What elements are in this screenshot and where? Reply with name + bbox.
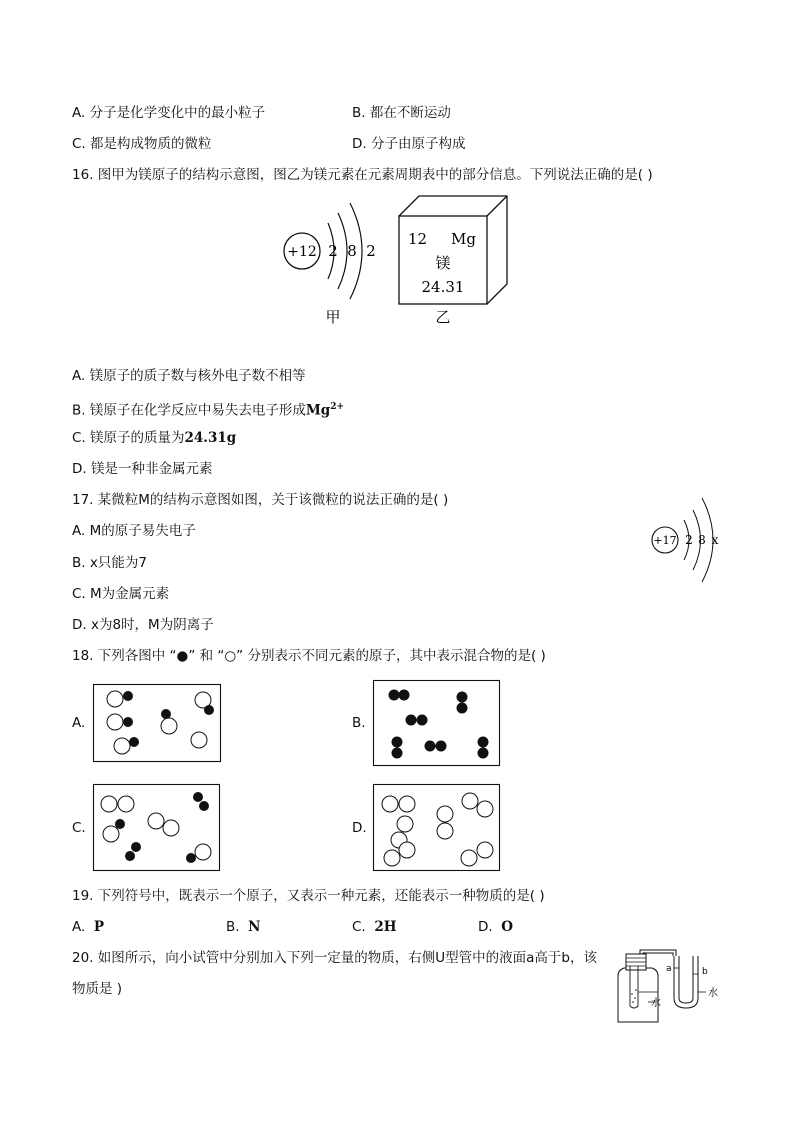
q18-diagram-c bbox=[93, 784, 221, 872]
q18-diagram-a bbox=[93, 684, 221, 762]
q19-option-a-label: A. bbox=[72, 919, 86, 935]
q20-stem-line2: 物质是 ) bbox=[72, 981, 123, 997]
q16-option-a: A. 镁原子的质子数与核外电子数不相等 bbox=[72, 368, 306, 384]
q19-option-c-value: 2H bbox=[374, 919, 397, 935]
m-nucleus-label: +17 bbox=[653, 534, 677, 547]
q16-option-c-text: C. 镁原子的质量为 bbox=[72, 430, 185, 446]
mg-mass-value: 24.31g bbox=[184, 430, 237, 446]
u-tube-label-a: a bbox=[666, 964, 672, 974]
q17-option-b: B. x只能为7 bbox=[72, 555, 147, 571]
q16-option-b-text: B. 镁原子在化学反应中易失去电子形成 bbox=[72, 402, 306, 419]
mg-periodic-table-cell bbox=[395, 192, 515, 327]
q15-option-d: D. 分子由原子构成 bbox=[352, 136, 466, 152]
element-number: 12 bbox=[408, 230, 428, 248]
q19-option-b bbox=[226, 918, 261, 936]
fig-yi-label: 乙 bbox=[435, 308, 451, 326]
q17-option-c: C. M为金属元素 bbox=[72, 586, 170, 602]
q19-option-d-label: D. bbox=[478, 919, 493, 935]
q16-option-c bbox=[72, 429, 236, 447]
particle-m-structure-diagram bbox=[650, 492, 730, 588]
q19-option-a-value: P bbox=[93, 919, 105, 935]
element-mass: 24.31 bbox=[421, 278, 465, 296]
m-shell-1: 2 bbox=[685, 533, 693, 547]
mg-shell-1: 2 bbox=[328, 242, 338, 260]
element-name: 镁 bbox=[435, 254, 451, 272]
q18-stem: 18. 下列各图中 “●” 和 “○” 分别表示不同元素的原子，其中表示混合物的是( ) bbox=[72, 648, 546, 664]
element-symbol: Mg bbox=[451, 230, 476, 248]
q18-label-c: C. bbox=[72, 820, 86, 836]
q16-stem: 16. 图甲为镁原子的结构示意图，图乙为镁元素在元素周期表中的部分信息。下列说法正确的是( ) bbox=[72, 167, 653, 183]
m-shell-3: x bbox=[711, 533, 719, 547]
q17-option-d: D. x为8时，M为阴离子 bbox=[72, 617, 214, 633]
mg-ion-formula: Mg bbox=[305, 402, 331, 419]
q16-option-b bbox=[72, 398, 344, 420]
q15-option-b: B. 都在不断运动 bbox=[352, 105, 451, 121]
q19-option-c bbox=[352, 918, 396, 936]
q19-stem: 19. 下列符号中，既表示一个原子，又表示一种元素，还能表示一种物质的是( ) bbox=[72, 888, 545, 904]
mg-ion-charge: 2+ bbox=[330, 402, 345, 412]
mg-shell-2: 8 bbox=[347, 242, 357, 260]
q20-stem-line1: 20. 如图所示，向小试管中分别加入下列一定量的物质，右侧U型管中的液面a高于b，该 bbox=[72, 950, 597, 966]
q19-option-a bbox=[72, 918, 104, 936]
q15-option-a: A. 分子是化学变化中的最小粒子 bbox=[72, 105, 266, 121]
q18-label-b: B. bbox=[352, 715, 366, 731]
q17-stem: 17. 某微粒M的结构示意图如图，关于该微粒的说法正确的是( ) bbox=[72, 492, 449, 508]
q18-diagram-d bbox=[373, 784, 501, 872]
water-label-right: 水 bbox=[708, 988, 718, 999]
fig-jia-label: 甲 bbox=[325, 308, 341, 326]
mg-nucleus-label: +12 bbox=[287, 244, 317, 260]
q19-option-d bbox=[478, 918, 513, 936]
mg-atom-structure-diagram bbox=[280, 195, 390, 325]
mg-shell-3: 2 bbox=[366, 242, 376, 260]
q16-option-d: D. 镁是一种非金属元素 bbox=[72, 461, 213, 477]
q17-option-a: A. M的原子易失电子 bbox=[72, 523, 196, 539]
q19-option-b-value: N bbox=[248, 919, 261, 935]
q19-option-c-label: C. bbox=[352, 919, 366, 935]
q19-option-b-label: B. bbox=[226, 919, 240, 935]
q18-label-d: D. bbox=[352, 820, 367, 836]
water-label-left: 水 bbox=[651, 998, 661, 1009]
q18-label-a: A. bbox=[72, 715, 86, 731]
q15-option-c: C. 都是构成物质的微粒 bbox=[72, 136, 212, 152]
u-tube-apparatus-diagram bbox=[612, 948, 722, 1026]
m-shell-2: 8 bbox=[698, 533, 706, 547]
q18-diagram-b bbox=[373, 680, 501, 766]
q19-option-d-value: O bbox=[501, 919, 514, 935]
u-tube-label-b: b bbox=[702, 967, 708, 977]
